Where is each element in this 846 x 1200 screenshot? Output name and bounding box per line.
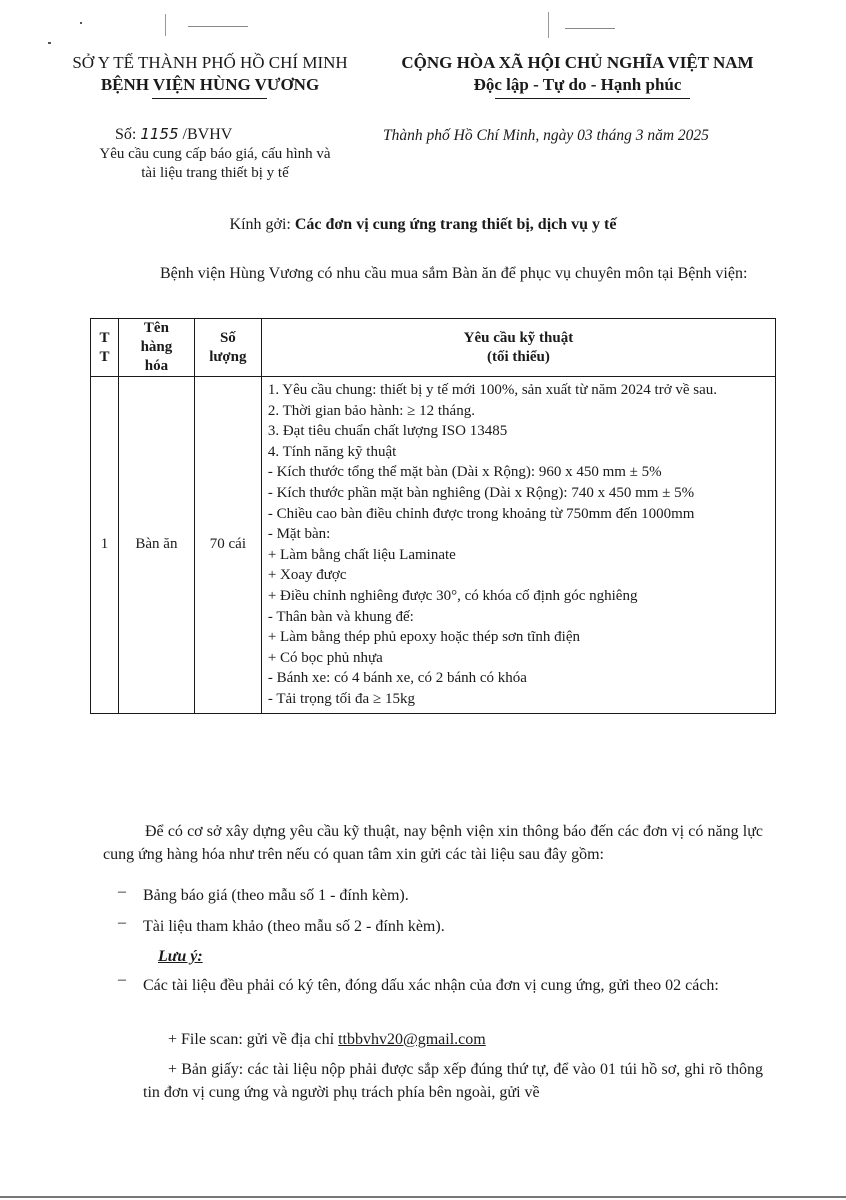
note-title: Lưu ý: bbox=[158, 948, 203, 965]
scan-speck bbox=[565, 28, 615, 29]
number-prefix: Số: bbox=[115, 126, 137, 143]
requirement-line: 3. Đạt tiêu chuẩn chất lượng ISO 13485 bbox=[267, 423, 508, 440]
requirement-line: - Bánh xe: có 4 bánh xe, có 2 bánh có khóa bbox=[267, 670, 527, 687]
requirement-line: 1. Yêu cầu chung: thiết bị y tế mới 100%, sản xuất từ năm 2024 trở về sau. bbox=[267, 382, 718, 398]
document-subject bbox=[45, 145, 385, 183]
document-date: Thành phố Hồ Chí Minh, ngày 03 tháng 3 năm 2025 bbox=[383, 127, 709, 144]
scan-speck bbox=[188, 26, 248, 27]
note-paragraph: Các tài liệu đều phải có ký tên, đóng dấu xác nhận của đơn vị cung ứng, gửi theo 02 cách: bbox=[143, 977, 719, 994]
file-scan-line bbox=[168, 1028, 768, 1051]
agency-line1: SỞ Y TẾ THÀNH PHỐ HỒ CHÍ MINH bbox=[72, 53, 348, 72]
header-name: Tên hàng hóa bbox=[118, 319, 194, 377]
subject-line1: Yêu cầu cung cấp báo giá, cấu hình và bbox=[99, 146, 331, 162]
scan-speck bbox=[80, 22, 82, 24]
bullet-quote: Bảng báo giá (theo mẫu số 1 - đính kèm). bbox=[143, 887, 409, 904]
body-paragraph-1: Để có cơ sở xây dựng yêu cầu kỹ thuật, nay bệnh viện xin thông báo đến các đơn vị có năng lực cung ứng hàng hóa như trên nếu có quan tâm xin gửi các tài liệu sau đây gồm: bbox=[103, 823, 763, 863]
requirement-line: - Chiều cao bàn điều chỉnh được trong khoảng từ 750mm đến 1000mm bbox=[267, 505, 695, 522]
row-qty: 70 cái bbox=[194, 377, 261, 714]
nation-line2: Độc lập - Tự do - Hạnh phúc bbox=[473, 75, 682, 94]
requirement-line: 2. Thời gian bảo hành: ≥ 12 tháng. bbox=[267, 402, 475, 419]
nation-line1: CỘNG HÒA XÃ HỘI CHỦ NGHĨA VIỆT NAM bbox=[401, 53, 754, 72]
row-requirements bbox=[261, 377, 775, 714]
recipient-name: Các đơn vị cung ứng trang thiết bị, dịch vụ y tế bbox=[294, 216, 617, 233]
scan-speck bbox=[48, 42, 51, 44]
bullet-dash: – bbox=[118, 883, 126, 900]
nation-header bbox=[380, 52, 775, 96]
requirement-line: - Mặt bàn: bbox=[267, 526, 331, 543]
file-scan-prefix: + File scan: gửi về địa chỉ bbox=[168, 1031, 339, 1048]
requirement-line: + Làm bằng chất liệu Laminate bbox=[267, 546, 456, 563]
agency-line2: BỆNH VIỆN HÙNG VƯƠNG bbox=[100, 75, 320, 94]
requirement-line: - Kích thước phần mặt bàn nghiêng (Dài x Rộng): 740 x 450 mm ± 5% bbox=[267, 484, 695, 501]
email-link[interactable]: ttbbvhv20@gmail.com bbox=[338, 1031, 486, 1048]
agency-underline bbox=[152, 98, 267, 99]
motto-underline bbox=[495, 98, 690, 99]
intro-paragraph: Bệnh viện Hùng Vương có nhu cầu mua sắm Bàn ăn để phục vụ chuyên môn tại Bệnh viện: bbox=[160, 265, 748, 282]
document-number bbox=[115, 125, 232, 144]
bullet-dash: – bbox=[118, 971, 126, 988]
table-row bbox=[91, 377, 776, 714]
table-header-row bbox=[91, 319, 776, 377]
row-tt: 1 bbox=[91, 377, 119, 714]
requirement-line: - Tải trọng tối đa ≥ 15kg bbox=[267, 690, 415, 707]
number-handwritten: 1155 bbox=[140, 125, 179, 143]
requirement-line: + Có bọc phủ nhựa bbox=[267, 649, 383, 666]
header-tt: T T bbox=[91, 319, 119, 377]
requirement-line: + Xoay được bbox=[267, 567, 347, 584]
requirement-line: + Điều chỉnh nghiêng được 30°, có khóa cố định góc nghiêng bbox=[267, 587, 638, 604]
bullet-reference: Tài liệu tham khảo (theo mẫu số 2 - đính kèm). bbox=[143, 918, 445, 935]
requirement-line: + Làm bằng thép phủ epoxy hoặc thép sơn tĩnh điện bbox=[267, 629, 581, 646]
number-suffix: /BVHV bbox=[182, 126, 233, 143]
scan-speck bbox=[0, 1196, 846, 1198]
header-qty: Số lượng bbox=[194, 319, 261, 377]
bullet-dash: – bbox=[118, 914, 126, 931]
recipient-line bbox=[0, 216, 846, 234]
requirement-line: - Thân bàn và khung đế: bbox=[267, 608, 414, 625]
requirement-line: 4. Tính năng kỹ thuật bbox=[267, 443, 397, 460]
requirement-line: - Kích thước tổng thể mặt bàn (Dài x Rộng): 960 x 450 mm ± 5% bbox=[267, 464, 662, 481]
recipient-prefix: Kính gởi: bbox=[229, 216, 295, 233]
row-name: Bàn ăn bbox=[118, 377, 194, 714]
requirements-table bbox=[90, 318, 776, 714]
scan-speck bbox=[165, 14, 166, 36]
agency-header bbox=[40, 52, 380, 96]
subject-line2: tài liệu trang thiết bị y tế bbox=[141, 165, 289, 181]
header-requirements: Yêu cầu kỹ thuật (tối thiểu) bbox=[261, 319, 775, 377]
scan-speck bbox=[548, 12, 549, 38]
paper-submission-paragraph: + Bản giấy: các tài liệu nộp phải được sắp xếp đúng thứ tự, để vào 01 túi hồ sơ, ghi rõ thông tin đơn vị cung ứng và người phụ trách phía bên ngoài, gửi về bbox=[143, 1061, 763, 1101]
